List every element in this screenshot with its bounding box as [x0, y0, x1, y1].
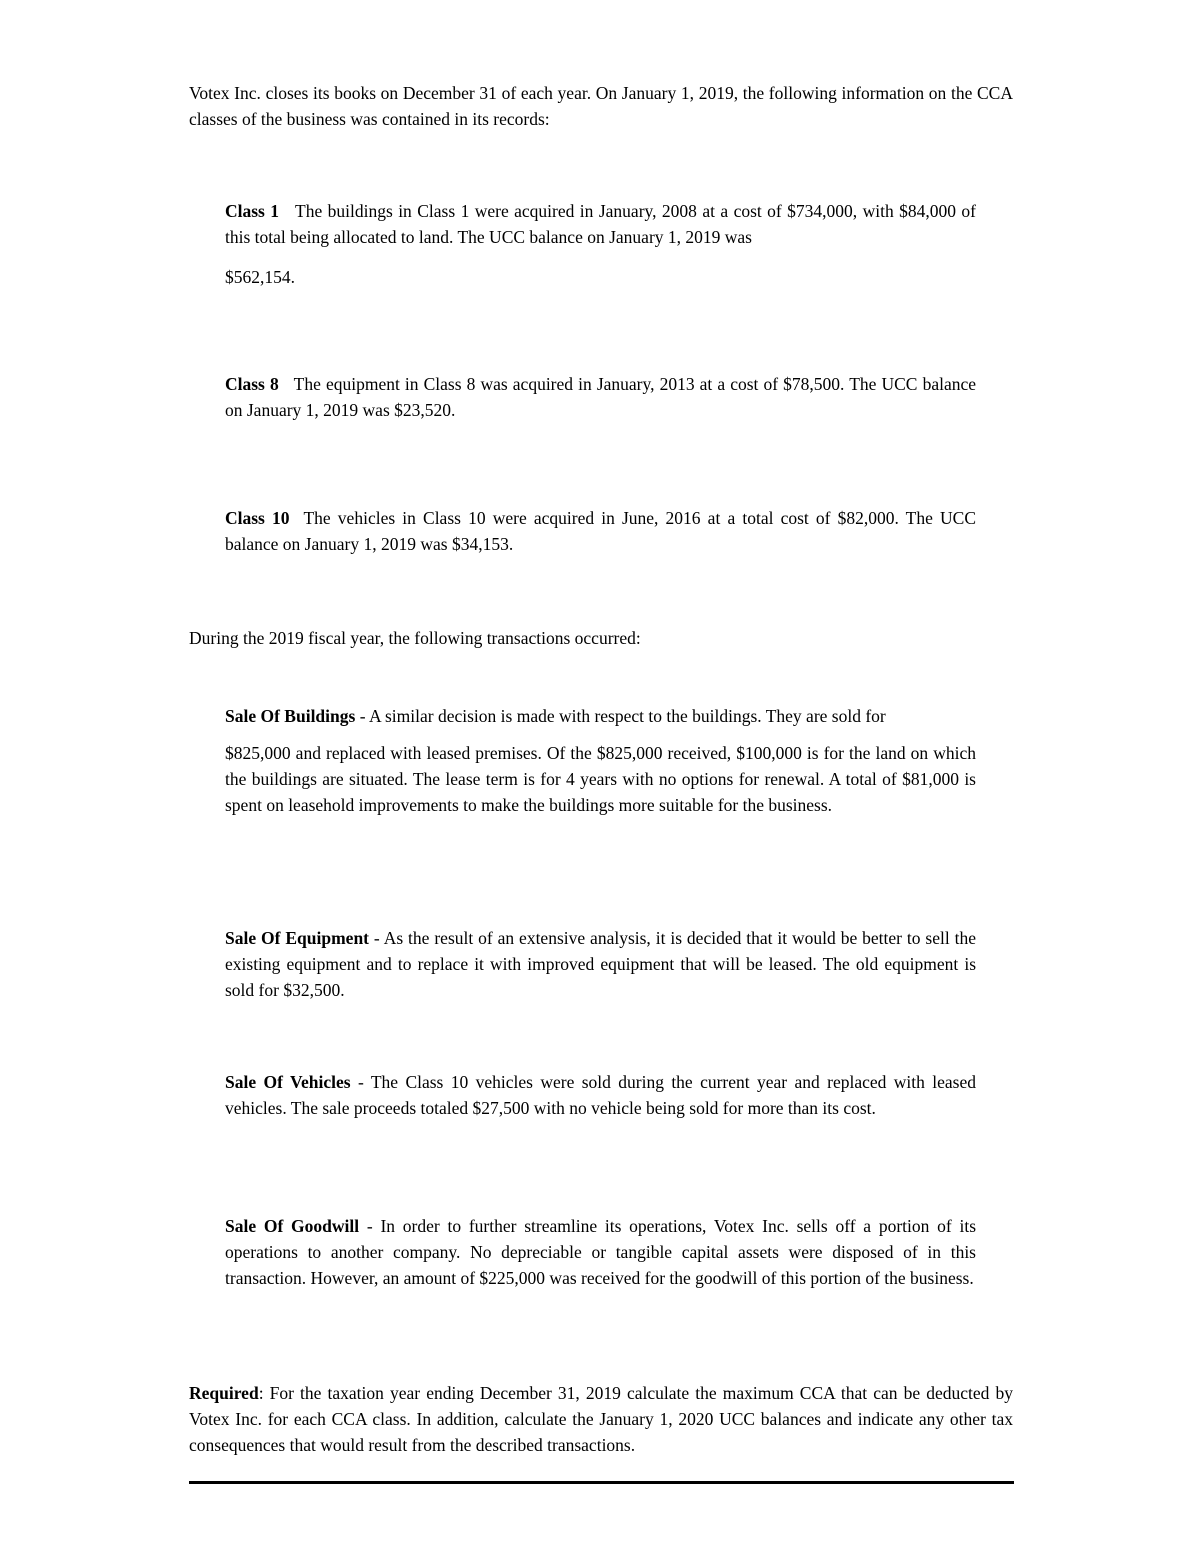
- sale-of-vehicles-text: - The Class 10 vehicles were sold during the current year and replaced with leased vehicles. The sale proceeds totaled $27,500 with no vehicle being sold for more than its cost.: [225, 1072, 976, 1118]
- sale-of-equipment-paragraph: [225, 925, 976, 1003]
- class-1-label: Class 1: [225, 201, 280, 221]
- class-1-balance: [225, 264, 976, 290]
- sale-of-vehicles-paragraph: [225, 1069, 976, 1121]
- required-label: Required: [189, 1383, 259, 1403]
- sale-of-buildings-text: - A similar decision is made with respect to the buildings. They are sold for: [355, 706, 886, 726]
- class-1-text: The buildings in Class 1 were acquired in January, 2008 at a cost of $734,000, with $84,000 of this total being allocated to land. The UCC balance on January 1, 2019 was: [225, 201, 977, 247]
- sale-of-goodwill-label: Sale Of Goodwill: [225, 1216, 360, 1236]
- class-10-text: The vehicles in Class 10 were acquired in June, 2016 at a total cost of $82,000. The UCC balance on January 1, 2019 was $34,153.: [225, 508, 977, 554]
- sale-of-equipment-label: Sale Of Equipment: [225, 928, 370, 948]
- class-8-paragraph: [225, 371, 976, 423]
- intro-text: Votex Inc. closes its books on December 31 of each year. On January 1, 2019, the following information on the CCA classes of the business was contained in its records:: [189, 83, 1013, 129]
- class-8-label: Class 8: [225, 374, 279, 394]
- class-8-text: The equipment in Class 8 was acquired in January, 2013 at a cost of $78,500. The UCC balance on January 1, 2019 was $23,520.: [225, 374, 977, 420]
- required-paragraph: [189, 1380, 1013, 1458]
- sale-of-vehicles-label: Sale Of Vehicles: [225, 1072, 351, 1092]
- class-10-label: Class 10: [225, 508, 290, 528]
- transactions-intro: [189, 625, 1013, 651]
- sale-of-goodwill-paragraph: [225, 1213, 976, 1291]
- sale-of-buildings-label: Sale Of Buildings: [225, 706, 356, 726]
- sale-of-buildings-continuation: [225, 740, 976, 818]
- transactions-intro-text: During the 2019 fiscal year, the following transactions occurred:: [189, 628, 641, 648]
- class-1-paragraph: [225, 198, 976, 250]
- intro-paragraph: [189, 80, 1013, 132]
- class-1-balance-text: $562,154.: [225, 267, 295, 287]
- sale-of-buildings-text-2: $825,000 and replaced with leased premises. Of the $825,000 received, $100,000 is for the land on which the buildings are situated. The lease term is for 4 years with no options for renewal. A total of $81,000 is spent on leasehold improvements to make the buildings more suitable for the business.: [225, 743, 976, 815]
- sale-of-equipment-text: - As the result of an extensive analysis, it is decided that it would be better to sell the existing equipment and to replace it with improved equipment that will be leased. The old equipment is sold for $32,500.: [225, 928, 976, 1000]
- required-text: : For the taxation year ending December 31, 2019 calculate the maximum CCA that can be deducted by Votex Inc. for each CCA class. In addition, calculate the January 1, 2020 UCC balances and indicate any other tax consequences that would result from the described transactions.: [189, 1383, 1013, 1455]
- sale-of-goodwill-text: - In order to further streamline its operations, Votex Inc. sells off a portion of its operations to another company. No depreciable or tangible capital assets were disposed of in this transaction. However, an amount of $225,000 was received for the goodwill of this portion of the business.: [225, 1216, 977, 1288]
- sale-of-buildings-paragraph: [225, 703, 976, 729]
- class-10-paragraph: [225, 505, 976, 557]
- bottom-divider: [189, 1481, 1014, 1484]
